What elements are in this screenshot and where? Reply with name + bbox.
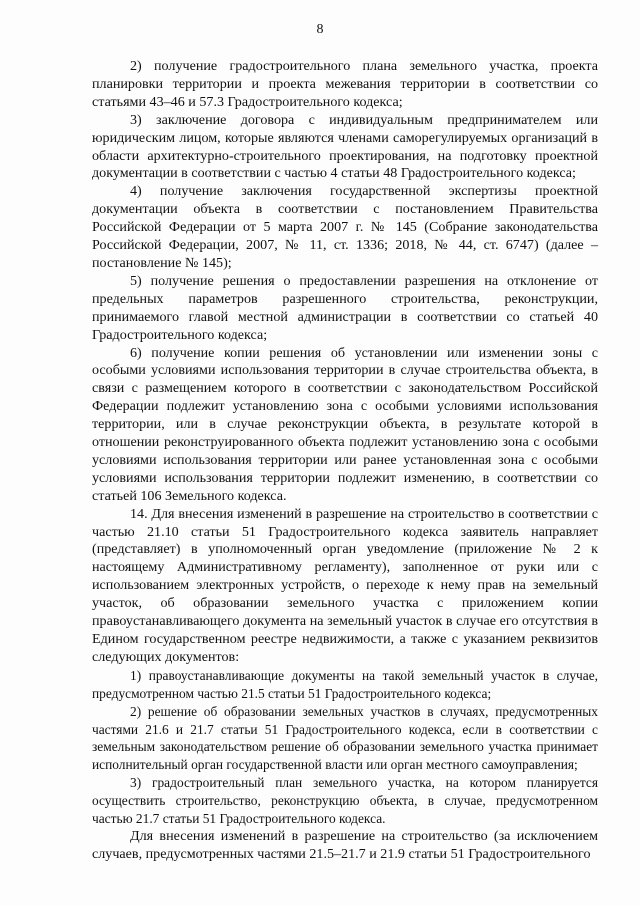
- paragraph-item-5: 5) получение решения о предоставлении разрешения на отклонение от предельных параметров разрешенного строительства, реконструкции, принимаемого главой местной администрации в соответствии со статьей 40 Градостроительного кодекса;: [92, 272, 598, 343]
- paragraph-item-4: 4) получение заключения государственной экспертизы проектной документации объекта в соответствии с постановлением Правительства Российской Федерации от 5 марта 2007 г. № 145 (Собрание законодательства Российской Федерации, 2007, № 11, ст. 1336; 2018, № 44, ст. 6747) (далее – постановление № 145);: [92, 183, 598, 271]
- paragraph-item-2: 2) получение градостроительного плана земельного участка, проекта планировки территории и проекта межевания территории в соответствии со статьями 43–46 и 57.3 Градостроительного кодекса;: [92, 58, 598, 110]
- document-body: [92, 58, 598, 864]
- paragraph-clause-14: 14. Для внесения изменений в разрешение на строительство в соответствии с частью 21.10 статьи 51 Градостроительного кодекса заявитель направляет (представляет) в уполномоченный орган уведомление (приложение № 2 к настоящему Административному регламенту), заполненное от руки или с использованием электронных устройств, о переходе к нему прав на земельный участок, об образовании земельного участка с приложением копии правоустанавливающего документа на земельный участок в случае его отсутствия в Едином государственном реестре недвижимости, а также с указанием реквизитов следующих документов:: [92, 505, 598, 665]
- paragraph-subitem-1: 1) правоустанавливающие документы на такой земельный участок в случае, предусмотренном частью 21.5 статьи 51 Градостроительного кодекса;: [92, 667, 598, 701]
- paragraph-subitem-3: 3) градостроительный план земельного участка, на котором планируется осуществить строительство, реконструкцию объекта, в случае, предусмотренном частью 21.7 статьи 51 Градостроительного кодекса.: [92, 775, 598, 827]
- paragraph-subitem-2: 2) решение об образовании земельных участков в случаях, предусмотренных частями 21.6 и 21.7 статьи 51 Градостроительного кодекса, если в соответствии с земельным законодательством решение об образовании земельного участка принимает исполнительный орган государственной власти или орган местного самоуправления;: [92, 703, 598, 773]
- paragraph-continuation: Для внесения изменений в разрешение на строительство (за исключением случаев, предусмотренных частями 21.5–21.7 и 21.9 статьи 51 Градостроительного: [92, 827, 598, 862]
- paragraph-item-6: 6) получение копии решения об установлении или изменении зоны с особыми условиями использования территории в случае строительства объекта, в связи с размещением которого в соответствии с законодательством Российской Федерации подлежит установлению зона с особыми условиями использования территории, или в случае реконструкции объекта, в результате которой в отношении реконструированного объекта подлежит установлению зона с особыми условиями использования территории или ранее установленная зона с особыми условиями использования территории подлежит изменению, в соответствии со статьей 106 Земельного кодекса.: [92, 344, 598, 504]
- page-number: 8: [316, 22, 324, 37]
- paragraph-item-3: 3) заключение договора с индивидуальным предпринимателем или юридическим лицом, которые являются членами саморегулируемых организаций в области архитектурно-строительного проектирования, на подготовку проектной документации в соответствии с частью 4 статьи 48 Градостроительного кодекса;: [92, 111, 598, 182]
